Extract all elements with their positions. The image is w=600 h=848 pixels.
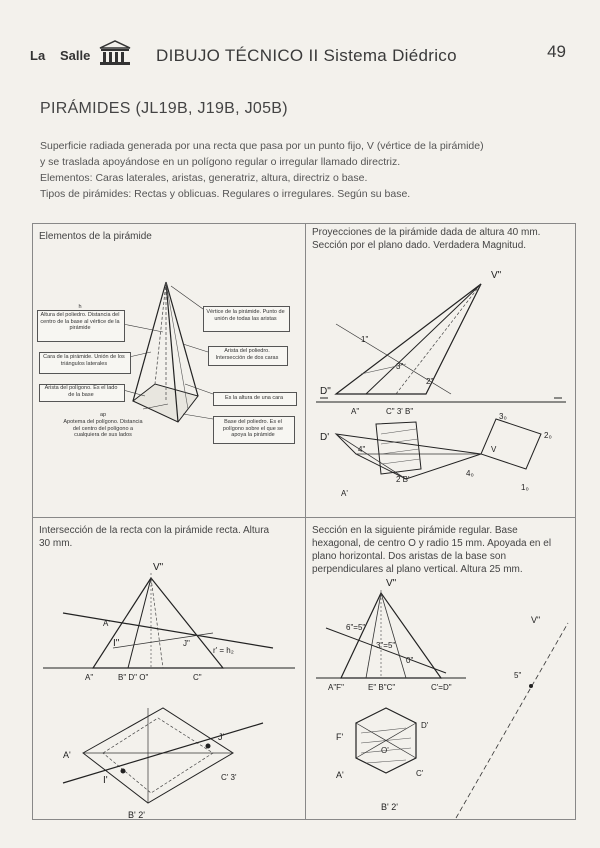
svg-text:A': A' — [341, 489, 348, 498]
label-ap-title: ap — [99, 412, 107, 418]
svg-text:4₀: 4₀ — [466, 469, 474, 478]
svg-text:3"=5": 3"=5" — [376, 641, 396, 650]
svg-text:4": 4" — [358, 445, 366, 454]
panel-caption: Proyecciones de la pirámide dada de altura 40 mm. Sección por el plano dado. Verdadera Magnitud. — [312, 227, 541, 251]
label-h-text: Altura del poliedro. Distancia del centro de la base al vértice de la pirámide — [40, 312, 120, 331]
label-h-title: h — [78, 304, 82, 310]
svg-text:J": J" — [183, 639, 190, 648]
label-arista-poliedro: Arista del poliedro. Intersección de dos caras — [215, 348, 279, 361]
svg-text:V": V" — [491, 270, 502, 281]
svg-text:A": A" — [85, 673, 94, 682]
svg-text:B' 2': B' 2' — [381, 802, 398, 812]
svg-text:2": 2" — [426, 377, 434, 386]
label-ap-text: Apotema del polígono. Distancia del centro del polígono a cualquiera de sus lados — [63, 419, 143, 438]
label-cara: Cara de la pirámide. Unión de los triángulos laterales — [43, 354, 125, 367]
brand-salle: Salle — [60, 48, 91, 63]
panel-caption: Intersección de la recta con la pirámide recta. Altura 30 mm. — [39, 525, 270, 549]
label-vertice: Vértice de la pirámide. Punto de unión de todas las aristas — [206, 309, 285, 322]
svg-text:C'=D": C'=D" — [431, 683, 452, 692]
panel-hexagonal — [306, 518, 575, 819]
svg-text:A': A' — [63, 750, 71, 760]
svg-text:3": 3" — [396, 362, 404, 371]
svg-text:A': A' — [103, 619, 110, 628]
panel-elements — [33, 224, 305, 517]
svg-text:O': O' — [381, 746, 389, 755]
svg-text:A"F": A"F" — [328, 683, 344, 692]
svg-text:A": A" — [351, 407, 360, 416]
intro-line: Superficie radiada generada por una recta que pasa por un punto fijo, V (vértice de la pirámide) — [40, 140, 484, 152]
header-title: DIBUJO TÉCNICO II Sistema Diédrico — [156, 46, 457, 65]
intersection-drawing — [33, 518, 305, 819]
svg-text:I': I' — [103, 775, 108, 786]
svg-text:D': D' — [320, 432, 330, 443]
projections-drawing — [306, 224, 575, 517]
hexagonal-section-drawing — [306, 518, 575, 819]
svg-text:V": V" — [386, 578, 397, 589]
svg-text:B' 2': B' 2' — [128, 810, 145, 819]
exercise-grid — [32, 223, 576, 820]
intro-line: y se traslada apoyándose en un polígono regular o irregular llamado directriz. — [40, 156, 401, 168]
svg-text:E" B"C": E" B"C" — [368, 683, 396, 692]
svg-text:3₀: 3₀ — [499, 412, 507, 421]
panel-intersection — [33, 518, 305, 819]
svg-text:5": 5" — [514, 671, 522, 680]
svg-text:C" 3' B": C" 3' B" — [386, 407, 414, 416]
svg-text:D': D' — [421, 721, 429, 730]
section-title: PIRÁMIDES (JL19B, J19B, J05B) — [40, 100, 288, 117]
label-base: Base del poliedro. Es el polígono sobre el que se apoya la pirámide — [222, 419, 284, 438]
svg-text:J': J' — [218, 732, 225, 742]
intro-text — [40, 138, 570, 202]
svg-text:2₀: 2₀ — [544, 431, 552, 440]
svg-text:F': F' — [336, 732, 344, 742]
intro-line: Elementos: Caras laterales, aristas, generatriz, altura, directriz o base. — [40, 172, 368, 184]
svg-text:2 B': 2 B' — [396, 475, 410, 484]
svg-text:r' = h₂: r' = h₂ — [213, 646, 234, 655]
brand-la: La — [30, 48, 46, 63]
panel-caption: Sección en la siguiente pirámide regular. Base hexagonal, de centro O y radio 15 mm. Apoyada en el plano horizontal. Dos aristas de la base son perpendiculares al plano vertical. Altura 25 mm. — [312, 525, 552, 575]
panel-caption: Elementos de la pirámide — [39, 231, 152, 242]
svg-text:1₀: 1₀ — [521, 483, 529, 492]
svg-text:D": D" — [320, 386, 331, 397]
svg-text:C' 3': C' 3' — [221, 773, 237, 782]
label-apotema-pir: Es la altura de una cara — [224, 395, 284, 401]
svg-text:0": 0" — [406, 656, 414, 665]
svg-text:C": C" — [193, 673, 202, 682]
svg-text:V: V — [491, 445, 497, 454]
label-arista-poligono: Arista del polígono. Es el lado de la base — [44, 385, 118, 398]
svg-text:V": V" — [153, 562, 164, 573]
page-number: 49 — [547, 42, 566, 61]
building-logo-icon — [98, 40, 132, 66]
svg-text:I": I" — [113, 638, 120, 649]
svg-text:1": 1" — [361, 335, 369, 344]
page-header — [30, 40, 570, 72]
svg-text:A': A' — [336, 770, 344, 780]
panel-projections — [306, 224, 575, 517]
svg-text:6"=5": 6"=5" — [346, 623, 366, 632]
svg-text:C': C' — [416, 769, 424, 778]
svg-text:V": V" — [531, 615, 541, 625]
intro-line: Tipos de pirámides: Rectas y oblicuas. Regulares o irregulares. Según su base. — [40, 188, 411, 200]
svg-text:B" D" O": B" D" O" — [118, 673, 149, 682]
